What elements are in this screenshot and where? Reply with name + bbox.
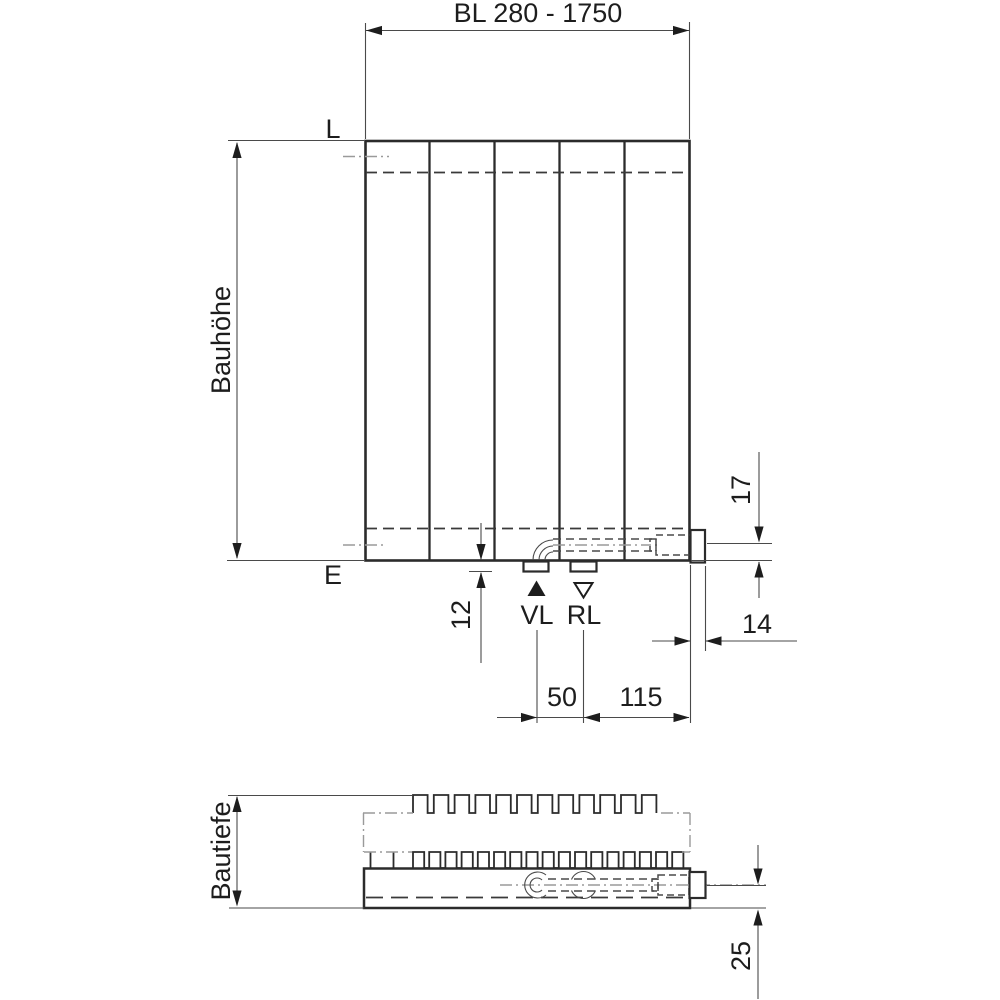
supply-label: VL	[520, 600, 554, 630]
arrowhead	[476, 572, 485, 588]
return-stub	[571, 562, 597, 572]
height-dim-label: Bauhöhe	[206, 285, 236, 395]
valve-insert-hidden	[650, 535, 691, 555]
partial-fins-left	[371, 852, 394, 868]
arrowhead	[753, 910, 762, 926]
dimension-lines	[227, 22, 797, 723]
arrowhead	[521, 713, 537, 722]
arrowhead	[673, 26, 689, 35]
build-length-dim-text: BL 280 - 1750	[453, 0, 623, 28]
panel-dividers	[430, 141, 625, 560]
radiator-body-outline	[366, 141, 690, 561]
front-panel-outline	[364, 869, 690, 909]
depth-dim-label: Bautiefe	[206, 801, 236, 901]
dim-valve-overhang: 14	[741, 609, 773, 639]
valve-body	[691, 530, 706, 563]
plan-valve-body	[690, 872, 706, 898]
arrowhead	[476, 544, 485, 560]
front-view-dimensions	[206, 0, 797, 723]
arrowhead	[753, 869, 762, 885]
plan-view	[363, 795, 766, 908]
dim-axis-to-bottom: 17	[726, 474, 756, 506]
hidden-header-lines	[366, 173, 689, 529]
dim-axis-to-front: 25	[726, 940, 756, 972]
arrowhead	[706, 636, 722, 645]
arrowhead	[232, 543, 241, 559]
internal-pipe	[533, 539, 656, 560]
arrowhead	[366, 26, 382, 35]
dimension-arrows	[232, 26, 763, 722]
arrowhead	[675, 636, 691, 645]
dim-supply-return-pitch: 50	[546, 682, 578, 712]
dim-connection-drop: 12	[446, 599, 476, 631]
supply-stub	[524, 562, 549, 572]
supply-flow-icon	[528, 581, 546, 597]
front-view	[343, 141, 705, 598]
arrowhead	[754, 527, 763, 543]
return-label: RL	[566, 600, 602, 630]
arrowhead	[232, 142, 241, 158]
front-convector-fins	[413, 852, 683, 868]
return-flow-icon	[575, 583, 593, 598]
arrowhead	[584, 713, 600, 722]
dim-return-to-side: 115	[619, 682, 663, 712]
phantom-outline	[363, 813, 690, 852]
bottom-ref-label: E	[323, 560, 343, 590]
arrowhead	[754, 562, 763, 578]
arrowhead	[674, 713, 690, 722]
top-ref-label: L	[325, 114, 341, 144]
rear-convector-fins	[413, 795, 656, 813]
